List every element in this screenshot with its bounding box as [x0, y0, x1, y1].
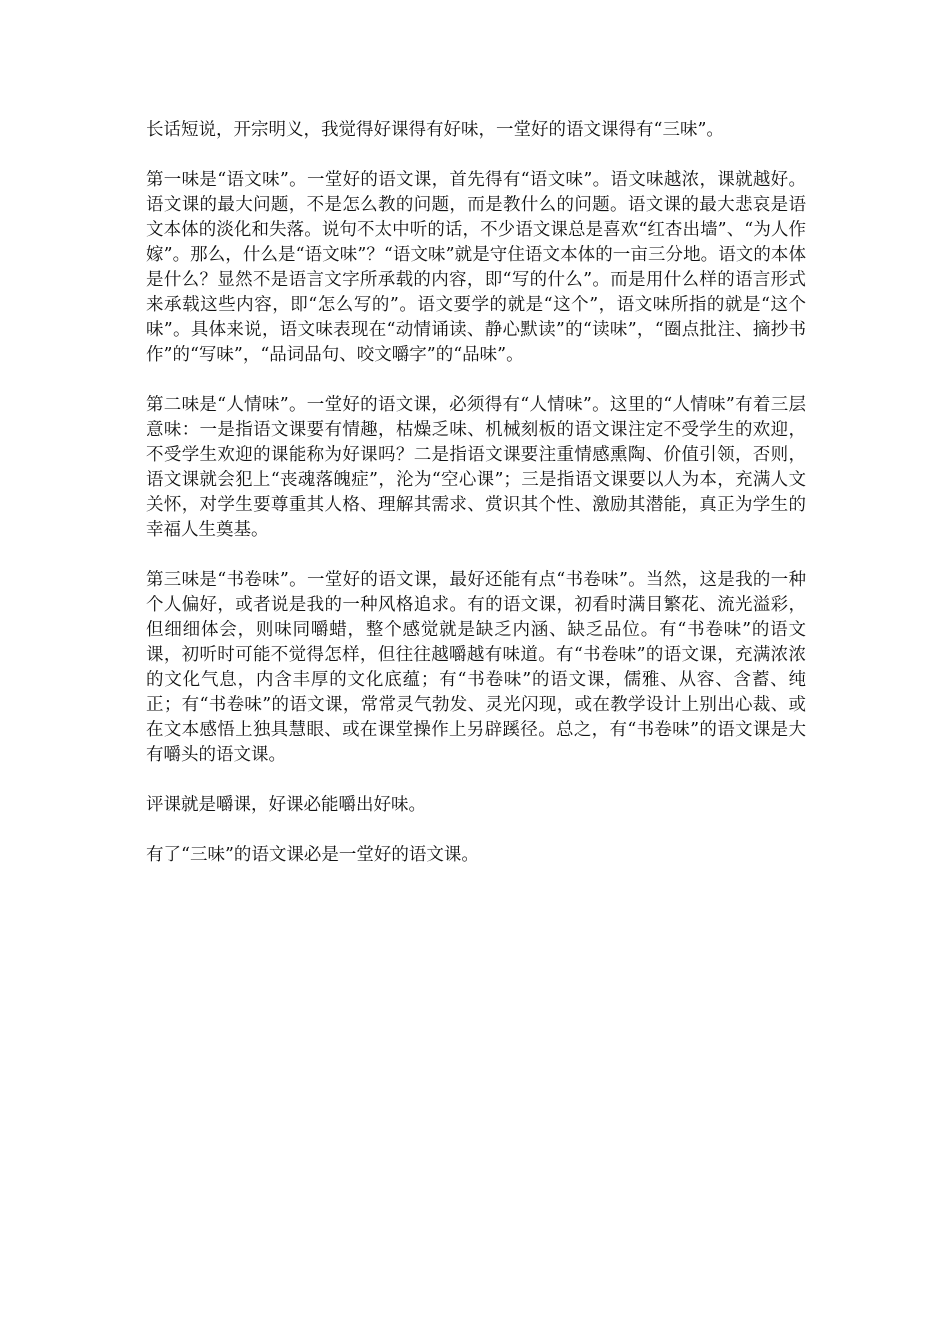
- paragraph-language-flavor: 第一味是“语文味”。一堂好的语文课，首先得有“语文味”。语文味越浓，课就越好。语文课的最大问题，不是怎么教的问题，而是教什么的问题。语文课的最大悲哀是语文本体的淡化和失落。说句不太中听的话，不少语文课总是喜欢“红杏出墙”、“为人作嫁”。那么，什么是“语文味”？“语文味”就是守住语文本体的一亩三分地。语文的本体是什么？显然不是语言文字所承载的内容，即“写的什么”。而是用什么样的语言形式来承载这些内容，即“怎么写的”。语文要学的就是“这个”，语文味所指的就是“这个味”。具体来说，语文味表现在“动情诵读、静心默读”的“读味”，“圈点批注、摘抄书作”的“写味”，“品词品句、咬文嚼字”的“品味”。: [146, 170, 806, 365]
- paragraph-human-flavor: 第二味是“人情味”。一堂好的语文课，必须得有“人情味”。这里的“人情味”有着三层意味：一是指语文课要有情趣，枯燥乏味、机械刻板的语文课注定不受学生的欢迎，不受学生欢迎的课能称为好课吗？二是指语文课要注重情感熏陶、价值引领，否则，语文课就会犯上“丧魂落魄症”，沦为“空心课”；三是指语文课要以人为本，充满人文关怀，对学生要尊重其人格、理解其需求、赏识其个性、激励其潜能，真正为学生的幸福人生奠基。: [146, 395, 806, 540]
- document-page: [146, 118, 806, 893]
- paragraph-conclusion: 有了“三味”的语文课必是一堂好的语文课。: [146, 845, 479, 865]
- paragraph-intro: 长话短说，开宗明义，我觉得好课得有好味，一堂好的语文课得有“三味”。: [146, 120, 724, 140]
- paragraph-scholarly-flavor: 第三味是“书卷味”。一堂好的语文课，最好还能有点“书卷味”。当然，这是我的一种个人偏好，或者说是我的一种风格追求。有的语文课，初看时满目繁花、流光溢彩，但细细体会，则味同嚼蜡，整个感觉就是缺乏内涵、缺乏品位。有“书卷味”的语文课，初听时可能不觉得怎样，但往往越嚼越有味道。有“书卷味”的语文课，充满浓浓的文化气息，内含丰厚的文化底蕴；有“书卷味”的语文课，儒雅、从容、含蓄、纯正；有“书卷味”的语文课，常常灵气勃发、灵光闪现，或在教学设计上别出心裁、或在文本感悟上独具慧眼、或在课堂操作上另辟蹊径。总之，有“书卷味”的语文课是大有嚼头的语文课。: [146, 570, 806, 765]
- paragraph-evaluation: 评课就是嚼课，好课必能嚼出好味。: [146, 795, 426, 815]
